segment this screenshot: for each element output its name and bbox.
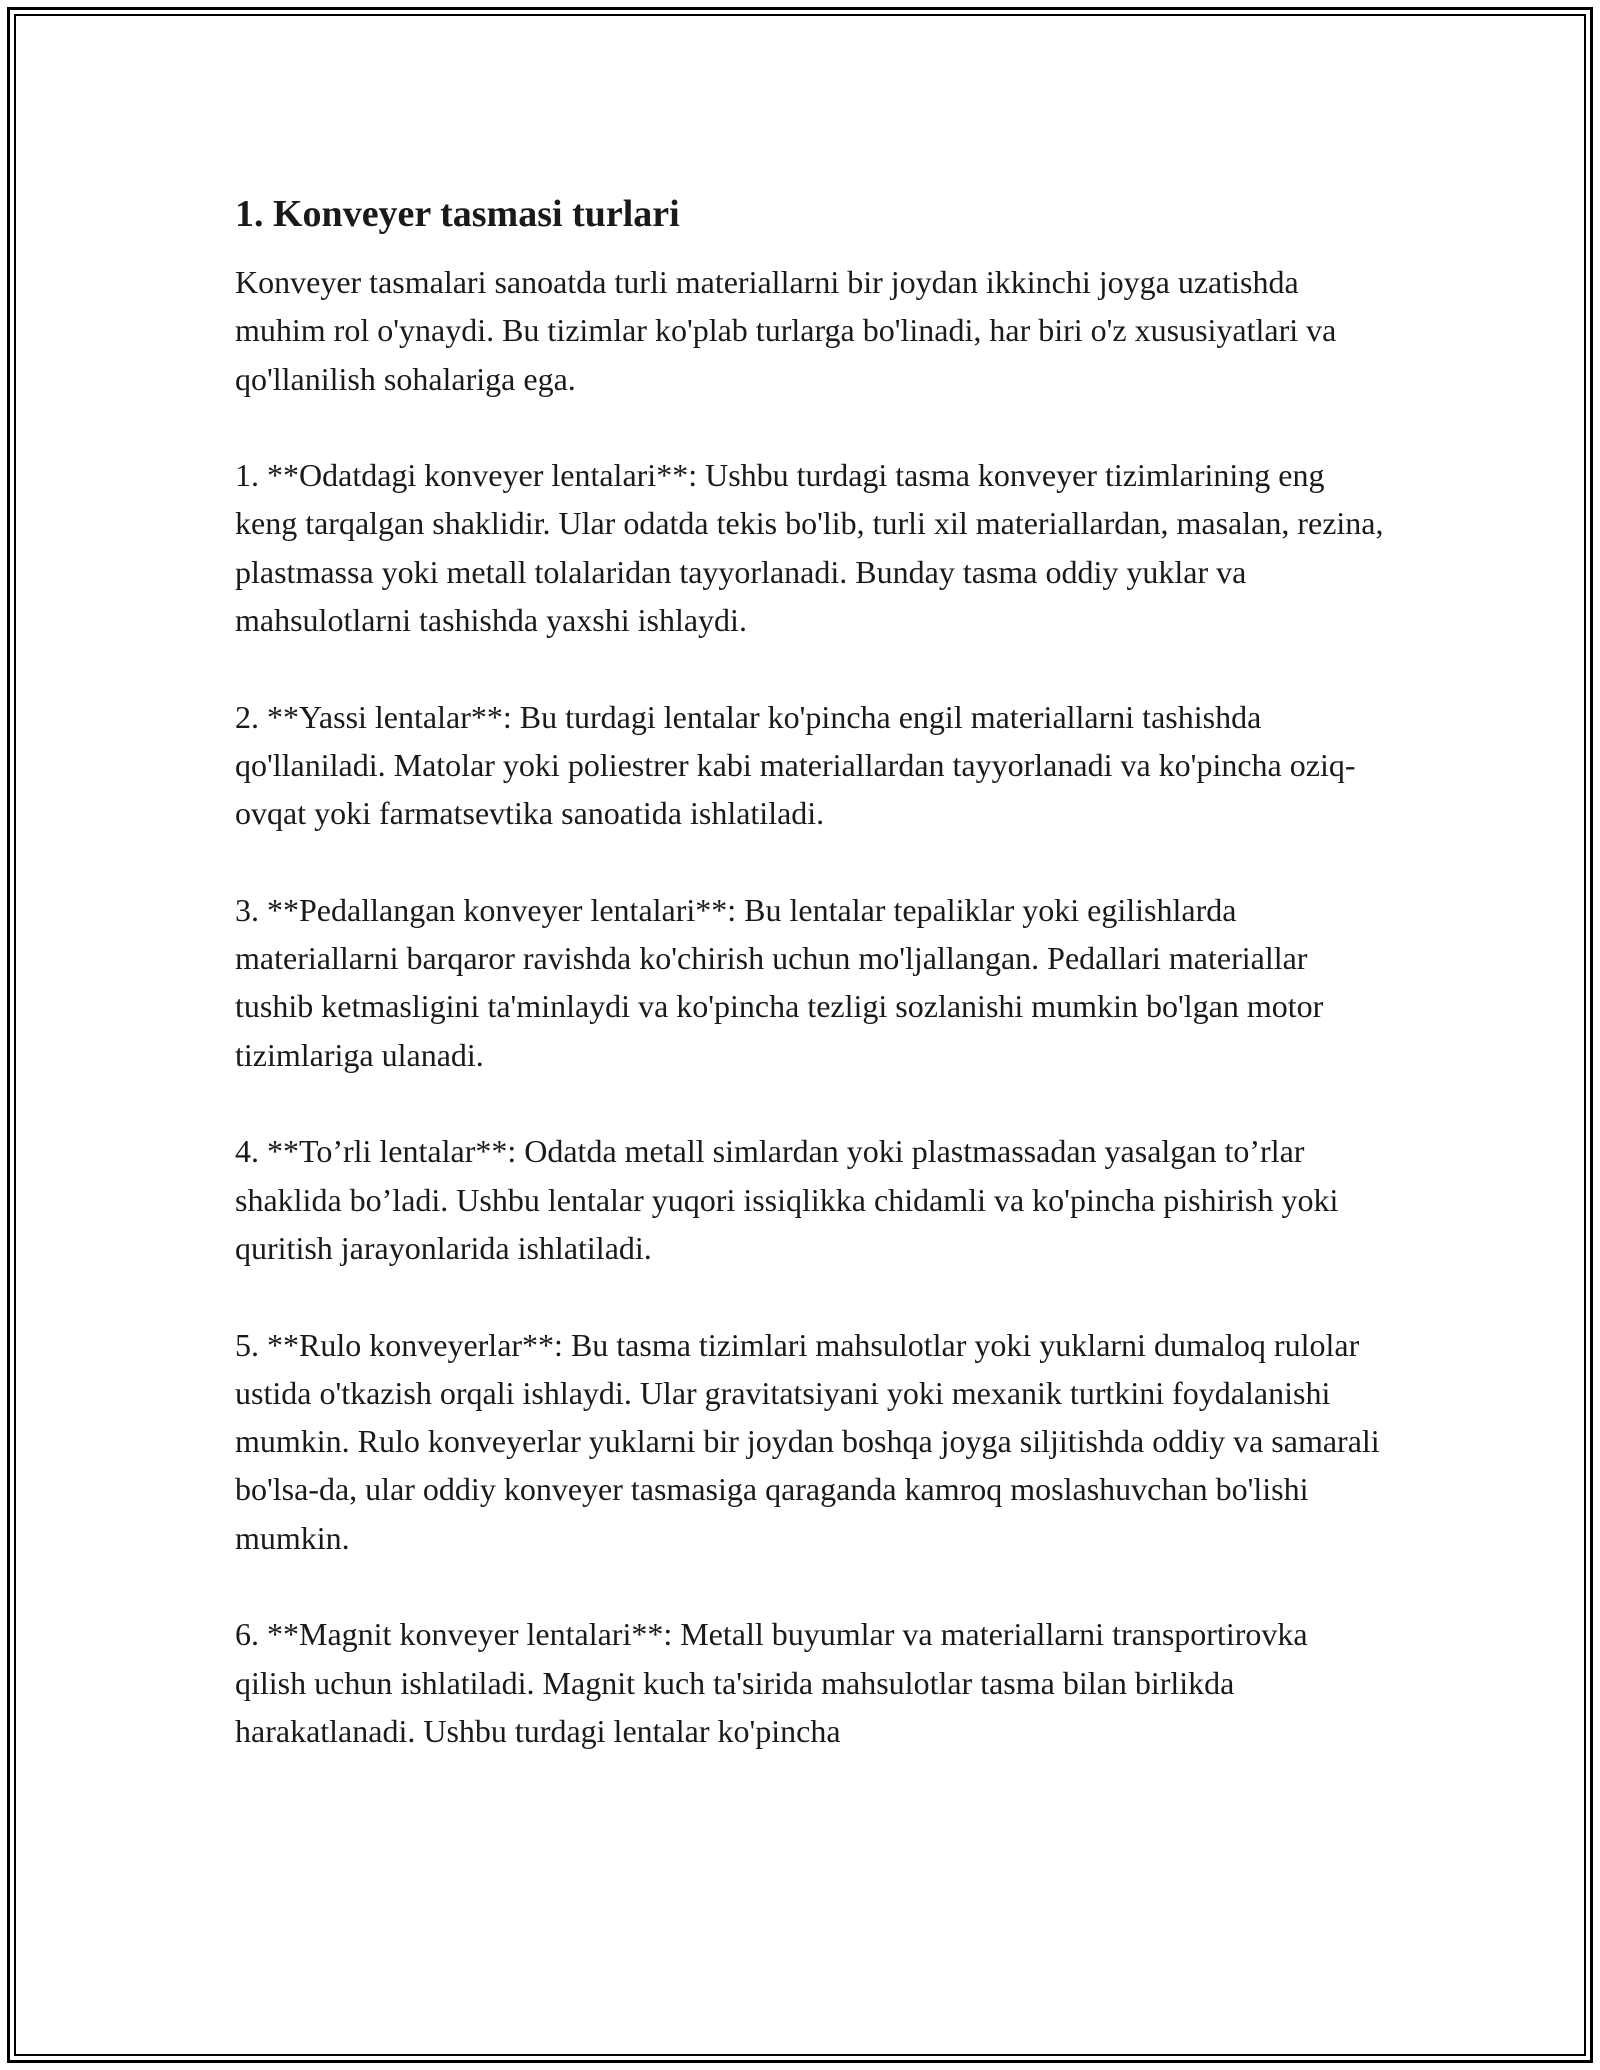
list-item-paragraph: 5. **Rulo konveyerlar**: Bu tasma tizimlari mahsulotlar yoki yuklarni dumaloq rulolar ustida o'tkazish orqali ishlaydi. Ular gravitatsiyani yoki mexanik turtkini foydalanishi mumkin. Rulo konveyerlar yuklarni bir joydan boshqa joyga siljitishda oddiy va samarali bo'lsa-da, ular oddiy konveyer tasmasiga qaraganda kamroq moslashuvchan bo'lishi mumkin. bbox=[235, 1326, 1380, 1556]
section-heading: 1. Konveyer tasmasi turlari bbox=[235, 193, 680, 235]
list-item-paragraph: 1. **Odatdagi konveyer lentalari**: Ushbu turdagi tasma konveyer tizimlarining eng keng tarqalgan shaklidir. Ular odatda tekis bo'lib, turli xil materiallardan, masalan, rezina, plastmassa yoki metall tolalaridan tayyorlanadi. Bunday tasma oddiy yuklar va mahsulotlarni tashishda yaxshi ishlaydi. bbox=[235, 457, 1384, 639]
list-item-paragraph: 2. **Yassi lentalar**: Bu turdagi lentalar ko'pincha engil materiallarni tashishda qo'llaniladi. Matolar yoki poliestrer kabi materiallardan tayyorlanadi va ko'pincha oziq-ovqat yoki farmatsevtika sanoatida ishlatiladi. bbox=[235, 698, 1356, 832]
list-item-paragraph: 6. **Magnit konveyer lentalari**: Metall buyumlar va materiallarni transportirovka qilish uchun ishlatiladi. Magnit kuch ta'sirida mahsulotlar tasma bilan birlikda harakatlanadi. Ushbu turdagi lentalar ko'pincha bbox=[235, 1616, 1308, 1749]
list-item-paragraph: 4. **To’rli lentalar**: Odatda metall simlardan yoki plastmassadan yasalgan to’rlar shaklida bo’ladi. Ushbu lentalar yuqori issiqlikka chidamli va ko'pincha pishirish yoki quritish jarayonlarida ishlatiladi. bbox=[235, 1133, 1339, 1266]
document-body bbox=[235, 188, 1385, 1804]
intro-paragraph: Konveyer tasmalari sanoatda turli materiallarni bir joydan ikkinchi joyga uzatishda muhim rol o'ynaydi. Bu tizimlar ko'plab turlarga bo'linadi, har biri o'z xususiyatlari va qo'llanilish sohalariga ega. bbox=[235, 264, 1337, 397]
list-item-paragraph: 3. **Pedallangan konveyer lentalari**: Bu lentalar tepaliklar yoki egilishlarda materiallarni barqaror ravishda ko'chirish uchun mo'ljallangan. Pedallari materiallar tushib ketmasligini ta'minlaydi va ko'pincha tezligi sozlanishi mumkin bo'lgan motor tizimlariga ulanadi. bbox=[235, 891, 1324, 1073]
